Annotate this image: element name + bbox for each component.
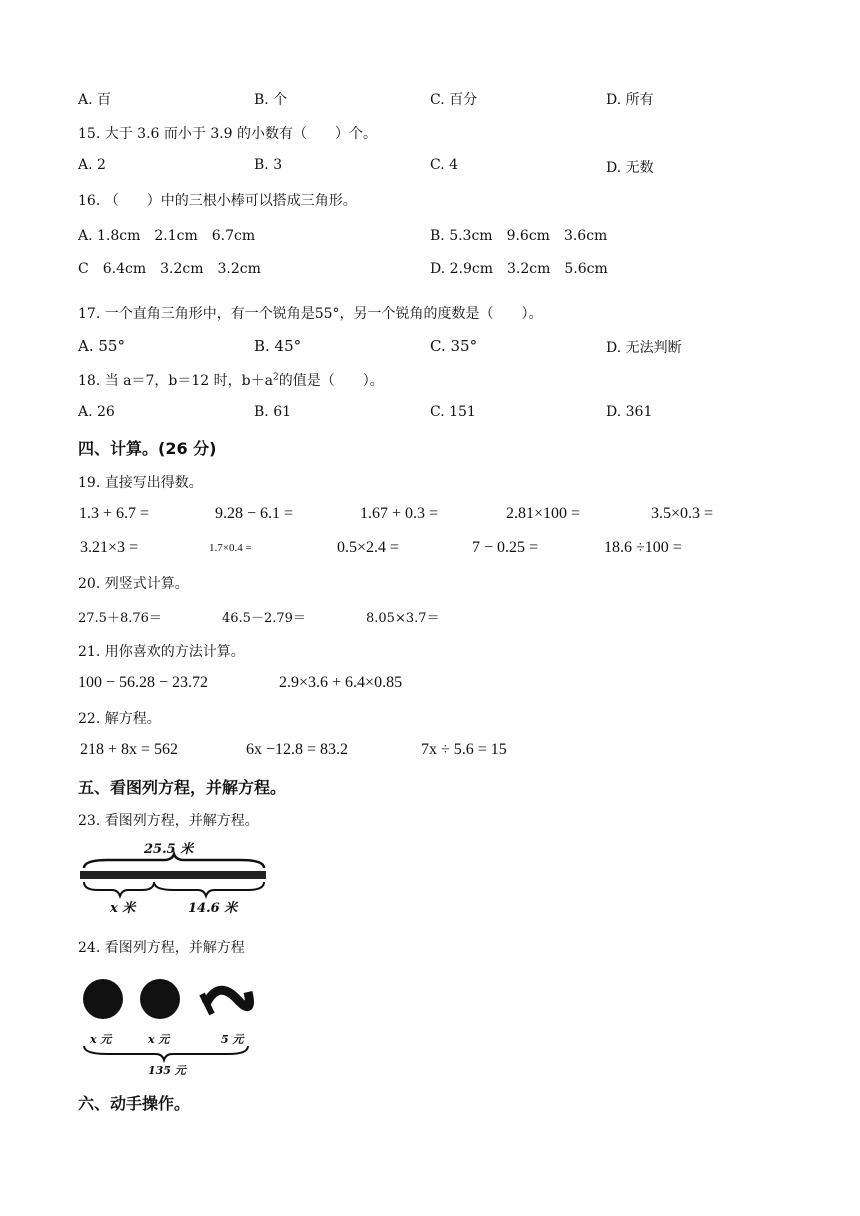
q18-stem-part2: 的值是（ ）。 <box>278 373 384 389</box>
q15-option-a: A. 2 <box>78 157 106 173</box>
q24-price-diagram <box>78 974 268 1078</box>
section-5-heading: 五、看图列方程，并解方程。 <box>78 778 287 797</box>
ball-icon <box>140 979 180 1019</box>
q19-r1-item1: 1.3 + 6.7 = <box>79 505 150 522</box>
q17-option-b: B. 45° <box>254 337 302 355</box>
q19-r1-item3: 1.67 + 0.3 = <box>360 505 439 522</box>
ball-icon <box>83 979 123 1019</box>
q18-option-a: A. 26 <box>78 404 115 420</box>
q22-item1: 218 + 8x = 562 <box>80 741 179 758</box>
q17-option-a: A. 55° <box>78 337 125 355</box>
q21-item2: 2.9×3.6 + 6.4×0.85 <box>279 674 403 691</box>
q24-item2-label: x 元 <box>148 1033 170 1046</box>
q22-item3: 7x ÷ 5.6 = 15 <box>421 741 507 758</box>
q17-option-c: C. 35° <box>430 337 478 355</box>
q15-stem: 15. 大于 3.6 而小于 3.9 的小数有（ ）个。 <box>78 126 378 142</box>
q19-r2-item2: 1.7×0.4 = <box>209 542 252 554</box>
q17-option-d: D. 无法判断 <box>606 340 682 356</box>
q24-item3-label: 5 元 <box>221 1033 244 1046</box>
q14-option-c: C. 百分 <box>430 92 478 108</box>
q24-item1-label: x 元 <box>90 1033 112 1046</box>
q15-option-c: C. 4 <box>430 157 459 173</box>
jump-rope-icon <box>202 990 250 1014</box>
q19-r1-item5: 3.5×0.3 = <box>651 505 714 522</box>
q19-r2-item3: 0.5×2.4 = <box>337 539 400 556</box>
q24-stem: 24. 看图列方程，并解方程 <box>78 940 245 956</box>
q20-item1: 27.5＋8.76＝ <box>78 611 162 626</box>
q14-option-d: D. 所有 <box>606 92 654 108</box>
q18-option-d: D. 361 <box>606 404 653 420</box>
q23-right-brace <box>154 882 264 896</box>
q23-line-diagram <box>78 836 268 916</box>
q19-r1-item2: 9.28 − 6.1 = <box>215 505 294 522</box>
q16-stem: 16. （ ）中的三根小棒可以搭成三角形。 <box>78 193 357 209</box>
q16-option-b: B. 5.3cm 9.6cm 3.6cm <box>430 228 608 244</box>
q18-option-c: C. 151 <box>430 404 476 420</box>
q20-stem: 20. 列竖式计算。 <box>78 576 189 592</box>
section-6-heading: 六、动手操作。 <box>78 1094 191 1113</box>
q18-stem <box>78 370 384 390</box>
q18-stem-part1: 18. 当 a＝7，b＝12 时，b＋a <box>78 373 273 389</box>
q23-left-brace <box>84 882 154 896</box>
q16-option-c: C 6.4cm 3.2cm 3.2cm <box>78 261 261 277</box>
q21-stem: 21. 用你喜欢的方法计算。 <box>78 644 245 660</box>
q23-stem: 23. 看图列方程，并解方程。 <box>78 813 259 829</box>
q16-option-d: D. 2.9cm 3.2cm 5.6cm <box>430 261 608 277</box>
q14-option-b: B. 个 <box>254 92 288 108</box>
q18-option-b: B. 61 <box>254 404 292 420</box>
q14-option-a: A. 百 <box>78 92 112 108</box>
q23-top-brace <box>84 854 264 868</box>
q23-right-label: 14.6 米 <box>188 901 238 916</box>
q15-option-b: B. 3 <box>254 157 283 173</box>
q16-option-a: A. 1.8cm 2.1cm 6.7cm <box>78 228 256 244</box>
q19-r2-item5: 18.6 ÷100 = <box>604 539 682 556</box>
q24-total-label: 135 元 <box>148 1064 186 1077</box>
q22-item2: 6x −12.8 = 83.2 <box>246 741 349 758</box>
q18-stem-superscript: 2 <box>272 372 279 383</box>
q19-r2-item1: 3.21×3 = <box>80 539 139 556</box>
q19-stem: 19. 直接写出得数。 <box>78 475 203 491</box>
q19-r1-item4: 2.81×100 = <box>506 505 581 522</box>
q23-segment-bar <box>80 871 266 879</box>
q20-item3: 8.05×3.7＝ <box>366 611 440 626</box>
q24-total-brace <box>84 1046 248 1060</box>
q21-item1: 100 − 56.28 − 23.72 <box>78 674 209 691</box>
q23-total-label: 25.5 米 <box>144 842 194 857</box>
q19-r2-item4: 7 − 0.25 = <box>472 539 539 556</box>
q20-item2: 46.5－2.79＝ <box>222 611 306 626</box>
q15-option-d: D. 无数 <box>606 160 654 176</box>
q22-stem: 22. 解方程。 <box>78 711 161 727</box>
q23-left-label: x 米 <box>110 901 136 916</box>
section-4-heading: 四、计算。(26 分) <box>78 439 217 458</box>
q17-stem: 17. 一个直角三角形中，有一个锐角是55°，另一个锐角的度数是（ ）。 <box>78 306 543 322</box>
